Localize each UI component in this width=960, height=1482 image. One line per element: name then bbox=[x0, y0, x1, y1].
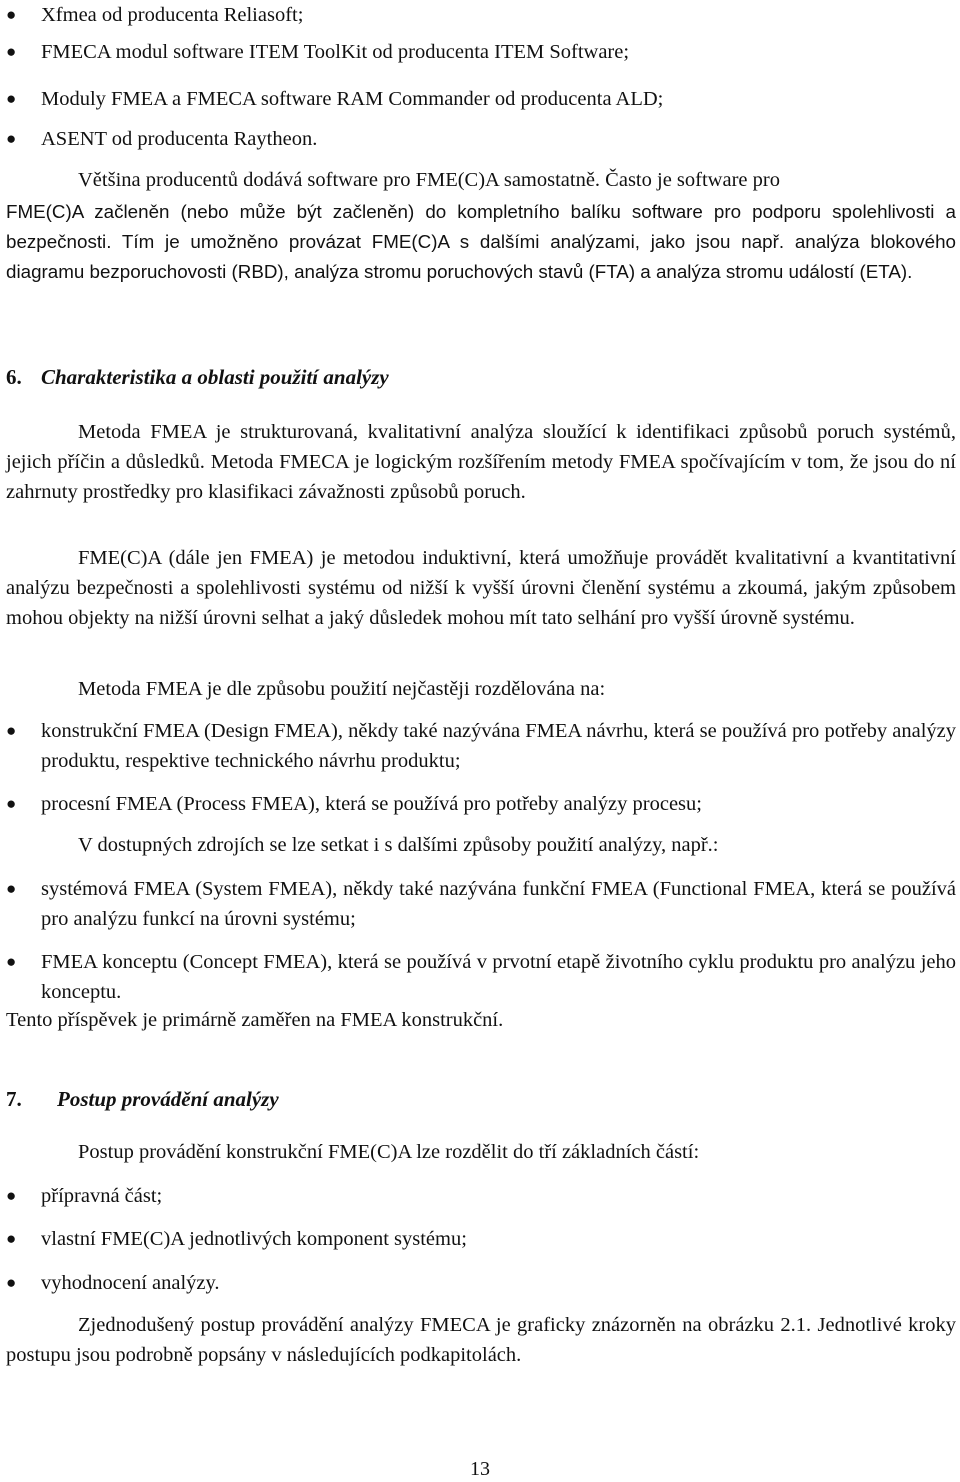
list-item-text: FMEA konceptu (Concept FMEA), která se používá v prvotní etapě životního cyklu produktu pro analýzu jeho konceptu. bbox=[41, 951, 956, 1003]
bullet-icon: ● bbox=[6, 721, 17, 740]
list-item-text: ASENT od producenta Raytheon. bbox=[41, 128, 318, 150]
intro-paragraph-sans: FME(C)A začleněn (nebo může být začleněn) do kompletního balíku software pro podporu spolehlivosti a bezpečnosti. Tím je umožněno provázat FME(C)A s dalšími analýzami, jako jsou např. analýza blokového diagramu bezporuchovosti (RBD), analýza stromu poruchových stavů (FTA) a analýza stromu událostí (ETA). bbox=[6, 201, 956, 282]
bullet-icon: ● bbox=[6, 5, 17, 24]
paragraph: Tento příspěvek je primárně zaměřen na FMEA konstrukční. bbox=[6, 1009, 504, 1031]
list-item-text: FMECA modul software ITEM ToolKit od producenta ITEM Software; bbox=[41, 41, 630, 63]
bullet-icon: ● bbox=[6, 1186, 17, 1205]
list-item-text: systémová FMEA (System FMEA), někdy také nazývána funkční FMEA (Functional FMEA, která se používá pro analýzu funkcí na úrovni systému; bbox=[41, 878, 956, 930]
list-item-text: vyhodnocení analýzy. bbox=[41, 1272, 220, 1294]
section-number: 7. bbox=[6, 1087, 22, 1111]
intro-line-serif: Většina producentů dodává software pro FME(C)A samostatně. Často je software pro bbox=[78, 169, 780, 191]
list-item-text: Moduly FMEA a FMECA software RAM Commander od producenta ALD; bbox=[41, 88, 664, 110]
section-heading-7 bbox=[6, 1084, 279, 1114]
list-item-text: Xfmea od producenta Reliasoft; bbox=[41, 4, 304, 26]
paragraph: Metoda FMEA je dle způsobu použití nejčastěji rozdělována na: bbox=[78, 678, 606, 700]
paragraph: FME(C)A (dále jen FMEA) je metodou induktivní, která umožňuje provádět kvalitativní a kvantitativní analýzu bezpečnosti a spolehlivosti systému od nižší k vyšší úrovni členění systému a zkoumá, jakým způsobem mohou objekty na nižší úrovni selhat a jaký důsledek mohou mít tato selhání pro vyšší úrovně systému. bbox=[6, 547, 956, 629]
bullet-icon: ● bbox=[6, 1229, 17, 1248]
list-item-text: vlastní FME(C)A jednotlivých komponent systému; bbox=[41, 1228, 467, 1250]
bullet-icon: ● bbox=[6, 952, 17, 971]
bullet-icon: ● bbox=[6, 89, 17, 108]
paragraph: Metoda FMEA je strukturovaná, kvalitativní analýza sloužící k identifikaci způsobů poruch systémů, jejich příčin a důsledků. Metoda FMECA je logickým rozšířením metody FMEA spočívajícím v tom, že jsou do ní zahrnuty prostředky pro klasifikaci závažnosti způsobů poruch. bbox=[6, 421, 956, 503]
list-item-text: konstrukční FMEA (Design FMEA), někdy také nazývána FMEA návrhu, která se používá pro potřeby analýzy produktu, respektive technického návrhu produktu; bbox=[41, 720, 956, 772]
paragraph: V dostupných zdrojích se lze setkat i s dalšími způsoby použití analýzy, např.: bbox=[78, 834, 719, 856]
list-item-text: procesní FMEA (Process FMEA), která se používá pro potřeby analýzy procesu; bbox=[41, 793, 702, 815]
bullet-icon: ● bbox=[6, 879, 17, 898]
section-number: 6. bbox=[6, 365, 22, 389]
paragraph: Zjednodušený postup provádění analýzy FMECA je graficky znázorněn na obrázku 2.1. Jednotlivé kroky postupu jsou podrobně popsány v následujících podkapitolách. bbox=[6, 1314, 956, 1366]
bullet-icon: ● bbox=[6, 794, 17, 813]
section-title: Postup provádění analýzy bbox=[57, 1087, 279, 1111]
bullet-icon: ● bbox=[6, 1273, 17, 1292]
bullet-icon: ● bbox=[6, 129, 17, 148]
page-number: 13 bbox=[470, 1458, 490, 1480]
section-heading-6 bbox=[6, 362, 389, 392]
section-title: Charakteristika a oblasti použití analýzy bbox=[41, 365, 389, 389]
bullet-icon: ● bbox=[6, 42, 17, 61]
paragraph: Postup provádění konstrukční FME(C)A lze rozdělit do tří základních částí: bbox=[78, 1141, 700, 1163]
list-item-text: přípravná část; bbox=[41, 1185, 163, 1207]
